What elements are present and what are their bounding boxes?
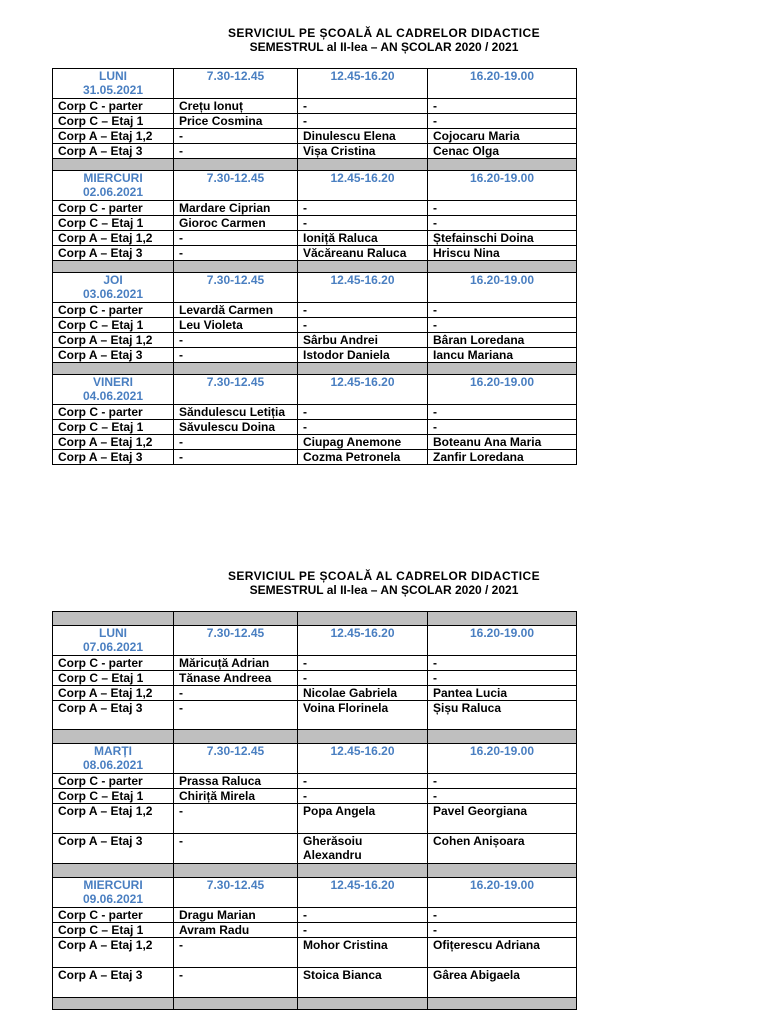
teacher-cell: -: [174, 246, 298, 261]
teacher-cell: Zanfir Loredana: [428, 450, 577, 465]
page2-schedule-table: [52, 611, 577, 1010]
location-cell: Corp C – Etaj 1: [53, 789, 174, 804]
teacher-cell: Ștefainschi Doina: [428, 231, 577, 246]
location-cell: Corp C - parter: [53, 303, 174, 318]
location-cell: Corp C – Etaj 1: [53, 420, 174, 435]
teacher-cell: Ciupag Anemone: [298, 435, 428, 450]
teacher-cell: Pantea Lucia: [428, 686, 577, 701]
teacher-cell: -: [428, 201, 577, 216]
teacher-cell: -: [174, 968, 298, 998]
teacher-cell: Văcăreanu Raluca: [298, 246, 428, 261]
separator-row: [53, 730, 577, 744]
day-cell: VINERI 04.06.2021: [53, 375, 174, 405]
teacher-cell: -: [428, 303, 577, 318]
teacher-cell: -: [428, 99, 577, 114]
table-row: [53, 656, 577, 671]
table-row: [53, 701, 577, 730]
table-row: [53, 201, 577, 216]
teacher-cell: -: [298, 318, 428, 333]
time-slot: 7.30-12.45: [174, 69, 298, 99]
separator-row: [53, 159, 577, 171]
separator-row: [53, 864, 577, 878]
page1-title-line2: SEMESTRUL al II-lea – AN ȘCOLAR 2020 / 2021: [249, 40, 519, 54]
table-row: [53, 246, 577, 261]
time-slot: 16.20-19.00: [428, 626, 577, 656]
page2-title-line2: SEMESTRUL al II-lea – AN ȘCOLAR 2020 / 2021: [249, 583, 519, 597]
time-slot: 12.45-16.20: [298, 375, 428, 405]
location-cell: Corp A – Etaj 1,2: [53, 129, 174, 144]
teacher-cell: -: [428, 774, 577, 789]
teacher-cell: -: [428, 789, 577, 804]
time-slot: 16.20-19.00: [428, 878, 577, 908]
time-slot: 7.30-12.45: [174, 626, 298, 656]
time-slot: 12.45-16.20: [298, 171, 428, 201]
location-cell: Corp C - parter: [53, 656, 174, 671]
page1-title: [0, 26, 768, 54]
teacher-cell: -: [428, 318, 577, 333]
teacher-cell: -: [298, 216, 428, 231]
location-cell: Corp A – Etaj 3: [53, 834, 174, 864]
teacher-cell: -: [174, 450, 298, 465]
table-row: [53, 420, 577, 435]
page2-title: [0, 569, 768, 597]
table-row: [53, 789, 577, 804]
table-row: [53, 804, 577, 834]
teacher-cell: Ofițerescu Adriana: [428, 938, 577, 968]
teacher-cell: -: [428, 420, 577, 435]
location-cell: Corp A – Etaj 3: [53, 701, 174, 730]
time-slot: 16.20-19.00: [428, 69, 577, 99]
teacher-cell: -: [428, 923, 577, 938]
teacher-cell: Nicolae Gabriela: [298, 686, 428, 701]
teacher-cell: -: [298, 656, 428, 671]
teacher-cell: -: [298, 405, 428, 420]
teacher-cell: Cenac Olga: [428, 144, 577, 159]
location-cell: Corp A – Etaj 1,2: [53, 686, 174, 701]
teacher-cell: -: [298, 114, 428, 129]
teacher-cell: -: [174, 834, 298, 864]
time-slot: 12.45-16.20: [298, 878, 428, 908]
teacher-cell: -: [174, 144, 298, 159]
location-cell: Corp C - parter: [53, 405, 174, 420]
page1-title-line1: SERVICIUL PE ȘCOALĂ AL CADRELOR DIDACTICE: [228, 26, 540, 40]
location-cell: Corp C - parter: [53, 99, 174, 114]
location-cell: Corp A – Etaj 3: [53, 348, 174, 363]
day-header-row: [53, 744, 577, 774]
day-header-row: [53, 171, 577, 201]
teacher-cell: Price Cosmina: [174, 114, 298, 129]
teacher-cell: -: [174, 129, 298, 144]
location-cell: Corp A – Etaj 3: [53, 246, 174, 261]
table-row: [53, 774, 577, 789]
teacher-cell: Pavel Georgiana: [428, 804, 577, 834]
teacher-cell: Mardare Ciprian: [174, 201, 298, 216]
table-row: [53, 144, 577, 159]
teacher-cell: -: [298, 201, 428, 216]
teacher-cell: Șișu Raluca: [428, 701, 577, 730]
separator-row: [53, 998, 577, 1010]
teacher-cell: -: [428, 405, 577, 420]
separator-row: [53, 612, 577, 626]
day-cell: LUNI 31.05.2021: [53, 69, 174, 99]
teacher-cell: -: [298, 99, 428, 114]
teacher-cell: -: [298, 774, 428, 789]
teacher-cell: -: [174, 804, 298, 834]
table-row: [53, 129, 577, 144]
teacher-cell: Gârea Abigaela: [428, 968, 577, 998]
teacher-cell: Cohen Anișoara: [428, 834, 577, 864]
teacher-cell: -: [174, 686, 298, 701]
teacher-cell: Sârbu Andrei: [298, 333, 428, 348]
table-row: [53, 686, 577, 701]
teacher-cell: Cojocaru Maria: [428, 129, 577, 144]
teacher-cell: -: [298, 420, 428, 435]
location-cell: Corp C - parter: [53, 908, 174, 923]
day-header-row: [53, 375, 577, 405]
teacher-cell: -: [174, 348, 298, 363]
teacher-cell: Gioroc Carmen: [174, 216, 298, 231]
teacher-cell: Levardă Carmen: [174, 303, 298, 318]
location-cell: Corp A – Etaj 1,2: [53, 804, 174, 834]
table-row: [53, 834, 577, 864]
time-slot: 7.30-12.45: [174, 878, 298, 908]
time-slot: 16.20-19.00: [428, 744, 577, 774]
teacher-cell: Chiriță Mirela: [174, 789, 298, 804]
location-cell: Corp A – Etaj 3: [53, 968, 174, 998]
location-cell: Corp C – Etaj 1: [53, 923, 174, 938]
table-row: [53, 333, 577, 348]
page1-schedule-table: [52, 68, 577, 465]
teacher-cell: -: [298, 303, 428, 318]
teacher-cell: -: [174, 231, 298, 246]
teacher-cell: Stoica Bianca: [298, 968, 428, 998]
teacher-cell: Dragu Marian: [174, 908, 298, 923]
teacher-cell: Vișa Cristina: [298, 144, 428, 159]
teacher-cell: Avram Radu: [174, 923, 298, 938]
teacher-cell: -: [428, 114, 577, 129]
page2-title-line1: SERVICIUL PE ȘCOALĂ AL CADRELOR DIDACTICE: [228, 569, 540, 583]
time-slot: 12.45-16.20: [298, 69, 428, 99]
teacher-cell: Săvulescu Doina: [174, 420, 298, 435]
teacher-cell: Leu Violeta: [174, 318, 298, 333]
separator-row: [53, 261, 577, 273]
table-row: [53, 216, 577, 231]
day-header-row: [53, 626, 577, 656]
teacher-cell: -: [298, 908, 428, 923]
table-row: [53, 348, 577, 363]
separator-row: [53, 363, 577, 375]
time-slot: 16.20-19.00: [428, 375, 577, 405]
day-header-row: [53, 273, 577, 303]
location-cell: Corp A – Etaj 1,2: [53, 938, 174, 968]
teacher-cell: Voina Florinela: [298, 701, 428, 730]
table-row: [53, 450, 577, 465]
table-row: [53, 938, 577, 968]
teacher-cell: Crețu Ionuț: [174, 99, 298, 114]
teacher-cell: -: [174, 333, 298, 348]
teacher-cell: -: [428, 216, 577, 231]
time-slot: 7.30-12.45: [174, 171, 298, 201]
teacher-cell: Popa Angela: [298, 804, 428, 834]
table-row: [53, 318, 577, 333]
teacher-cell: Prassa Raluca: [174, 774, 298, 789]
table-row: [53, 923, 577, 938]
teacher-cell: -: [174, 701, 298, 730]
teacher-cell: Istodor Daniela: [298, 348, 428, 363]
teacher-cell: Boteanu Ana Maria: [428, 435, 577, 450]
location-cell: Corp C - parter: [53, 201, 174, 216]
location-cell: Corp A – Etaj 3: [53, 144, 174, 159]
day-cell: LUNI 07.06.2021: [53, 626, 174, 656]
time-slot: 7.30-12.45: [174, 375, 298, 405]
day-cell: MIERCURI 02.06.2021: [53, 171, 174, 201]
day-cell: MARȚI 08.06.2021: [53, 744, 174, 774]
table-row: [53, 671, 577, 686]
location-cell: Corp C – Etaj 1: [53, 114, 174, 129]
teacher-cell: -: [298, 789, 428, 804]
teacher-cell: -: [428, 671, 577, 686]
teacher-cell: -: [298, 923, 428, 938]
day-cell: MIERCURI 09.06.2021: [53, 878, 174, 908]
teacher-cell: Mohor Cristina: [298, 938, 428, 968]
table-row: [53, 114, 577, 129]
day-header-row: [53, 69, 577, 99]
location-cell: Corp C – Etaj 1: [53, 671, 174, 686]
teacher-cell: Dinulescu Elena: [298, 129, 428, 144]
teacher-cell: Hriscu Nina: [428, 246, 577, 261]
table-row: [53, 231, 577, 246]
table-row: [53, 99, 577, 114]
location-cell: Corp A – Etaj 3: [53, 450, 174, 465]
time-slot: 12.45-16.20: [298, 273, 428, 303]
time-slot: 7.30-12.45: [174, 273, 298, 303]
location-cell: Corp C – Etaj 1: [53, 216, 174, 231]
table-row: [53, 435, 577, 450]
teacher-cell: Ioniță Raluca: [298, 231, 428, 246]
table-row: [53, 303, 577, 318]
teacher-cell: Cozma Petronela: [298, 450, 428, 465]
table-row: [53, 405, 577, 420]
location-cell: Corp A – Etaj 1,2: [53, 231, 174, 246]
time-slot: 7.30-12.45: [174, 744, 298, 774]
table-row: [53, 968, 577, 998]
day-header-row: [53, 878, 577, 908]
time-slot: 12.45-16.20: [298, 744, 428, 774]
time-slot: 16.20-19.00: [428, 171, 577, 201]
time-slot: 12.45-16.20: [298, 626, 428, 656]
teacher-cell: -: [428, 656, 577, 671]
teacher-cell: Săndulescu Letiția: [174, 405, 298, 420]
teacher-cell: Gherăsoiu Alexandru: [298, 834, 428, 864]
teacher-cell: Tănase Andreea: [174, 671, 298, 686]
location-cell: Corp C – Etaj 1: [53, 318, 174, 333]
day-cell: JOI 03.06.2021: [53, 273, 174, 303]
teacher-cell: -: [428, 908, 577, 923]
teacher-cell: -: [174, 938, 298, 968]
teacher-cell: Iancu Mariana: [428, 348, 577, 363]
teacher-cell: Măricuță Adrian: [174, 656, 298, 671]
location-cell: Corp C - parter: [53, 774, 174, 789]
time-slot: 16.20-19.00: [428, 273, 577, 303]
teacher-cell: -: [298, 671, 428, 686]
location-cell: Corp A – Etaj 1,2: [53, 435, 174, 450]
teacher-cell: Bâran Loredana: [428, 333, 577, 348]
teacher-cell: -: [174, 435, 298, 450]
table-row: [53, 908, 577, 923]
location-cell: Corp A – Etaj 1,2: [53, 333, 174, 348]
